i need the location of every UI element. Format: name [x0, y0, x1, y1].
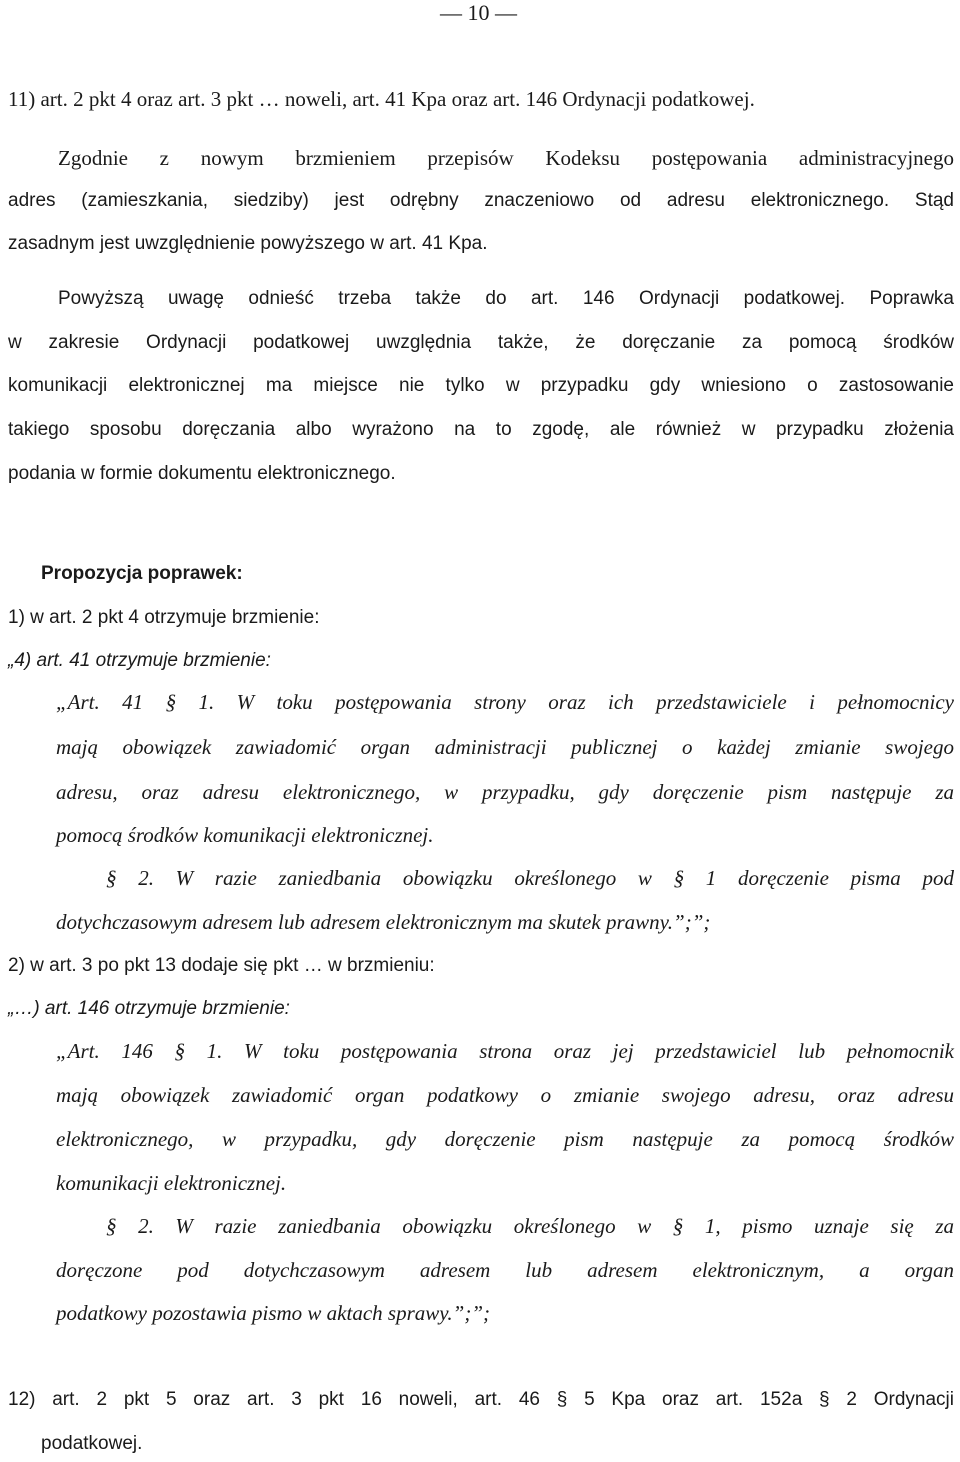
amendment-1-text-line-6: dotychczasowym adresem lub adresem elektronicznym ma skutek prawny.”;”; — [56, 910, 711, 934]
amendment-1-text-line-4: pomocą środków komunikacji elektronicznej. — [56, 823, 434, 847]
amendment-2-intro: 2) w art. 3 po pkt 13 dodaje się pkt … w brzmieniu: — [8, 955, 435, 976]
amendment-1-intro: 1) w art. 2 pkt 4 otrzymuje brzmienie: — [8, 607, 320, 628]
amendment-2-text-line-5: § 2. W razie zaniedbania obowiązku określonego w § 1, pismo uznaje się za — [106, 1214, 954, 1238]
amendment-2-point: „…) art. 146 otrzymuje brzmienie: — [8, 998, 290, 1019]
paragraph-2-line-5: podania w formie dokumentu elektronicznego. — [8, 463, 396, 484]
amendments-heading: Propozycja poprawek: — [41, 563, 243, 584]
item-12-header-line-1: 12) art. 2 pkt 5 oraz art. 3 pkt 16 noweli, art. 46 § 5 Kpa oraz art. 152a § 2 Ordynacji — [8, 1389, 954, 1410]
paragraph-1-line-1: Zgodnie z nowym brzmieniem przepisów Kodeksu postępowania administracyjnego — [58, 146, 954, 170]
amendment-2-text-line-6: doręczone pod dotychczasowym adresem lub adresem elektronicznym, a organ — [56, 1258, 954, 1282]
paragraph-1-line-2: adres (zamieszkania, siedziby) jest odrębny znaczeniowo od adresu elektronicznego. Stąd — [8, 190, 954, 211]
amendment-1-text-line-2: mają obowiązek zawiadomić organ administracji publicznej o każdej zmianie swojego — [56, 735, 954, 759]
paragraph-2-line-4: takiego sposobu doręczania albo wyrażono na to zgodę, ale również w przypadku złożenia — [8, 419, 954, 440]
amendment-1-text-line-1: „Art. 41 § 1. W toku postępowania strony oraz ich przedstawiciele i pełnomocnicy — [56, 690, 954, 714]
paragraph-2-line-2: w zakresie Ordynacji podatkowej uwzględnia także, że doręczanie za pomocą środków — [8, 332, 954, 353]
amendment-2-text-line-1: „Art. 146 § 1. W toku postępowania strona oraz jej przedstawiciel lub pełnomocnik — [56, 1039, 954, 1063]
amendment-1-text-line-3: adresu, oraz adresu elektronicznego, w przypadku, gdy doręczenie pism następuje za — [56, 780, 954, 804]
item-11-header: 11) art. 2 pkt 4 oraz art. 3 pkt … noweli, art. 41 Kpa oraz art. 146 Ordynacji podatkowej. — [8, 87, 755, 111]
paragraph-2-line-3: komunikacji elektronicznej ma miejsce nie tylko w przypadku gdy wniesiono o zastosowanie — [8, 375, 954, 396]
item-12-header-line-2: podatkowej. — [41, 1433, 143, 1454]
paragraph-2-line-1: Powyższą uwagę odnieść trzeba także do art. 146 Ordynacji podatkowej. Poprawka — [58, 288, 954, 309]
page-number: — 10 — — [440, 0, 517, 25]
amendment-1-point: „4) art. 41 otrzymuje brzmienie: — [8, 650, 271, 671]
amendment-1-text-line-5: § 2. W razie zaniedbania obowiązku określonego w § 1 doręczenie pisma pod — [106, 866, 954, 890]
amendment-2-text-line-7: podatkowy pozostawia pismo w aktach sprawy.”;”; — [56, 1301, 491, 1325]
paragraph-1-line-3: zasadnym jest uwzględnienie powyższego w art. 41 Kpa. — [8, 233, 488, 254]
amendment-2-text-line-2: mają obowiązek zawiadomić organ podatkowy o zmianie swojego adresu, oraz adresu — [56, 1083, 954, 1107]
amendment-2-text-line-4: komunikacji elektronicznej. — [56, 1171, 287, 1195]
amendment-2-text-line-3: elektronicznego, w przypadku, gdy doręczenie pism następuje za pomocą środków — [56, 1127, 954, 1151]
